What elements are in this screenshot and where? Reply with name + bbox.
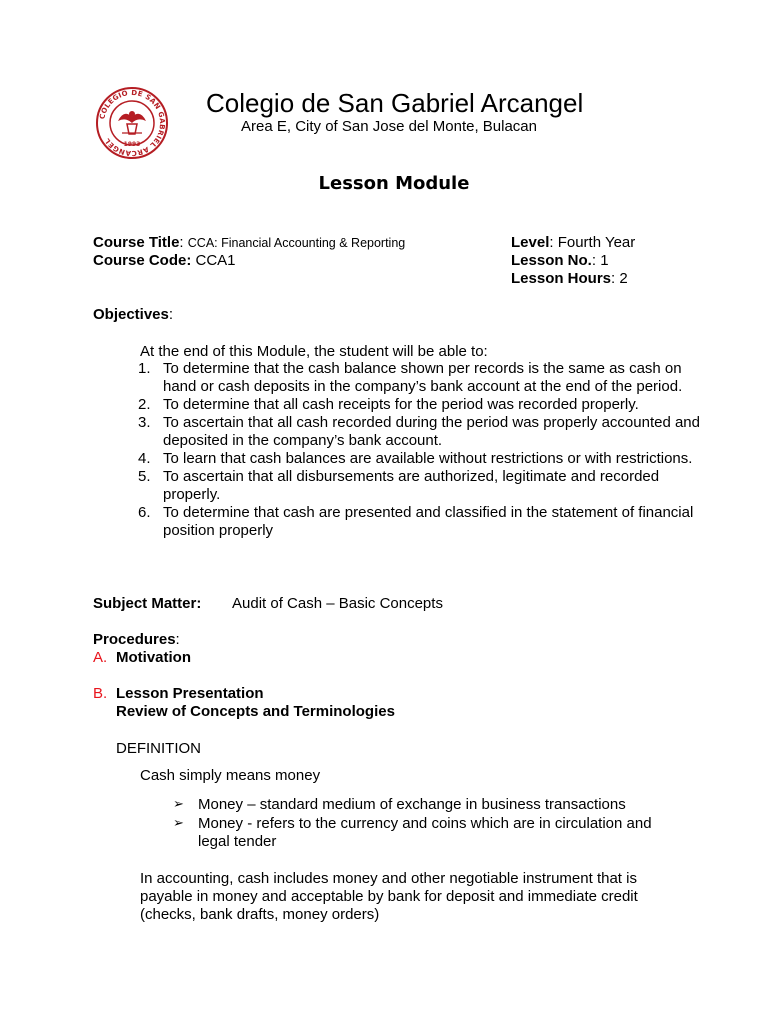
definition-intro: Cash simply means money [140,767,321,784]
course-code-value: CCA1 [195,252,236,269]
objectives-intro: At the end of this Module, the student will be able to: [140,343,488,360]
procedure-b [93,685,395,721]
lesson-info: Level: Fourth Year Lesson No.: 1 Lesson Hours: 2 [511,234,636,287]
objectives-heading: Objectives: [93,306,174,323]
lesson-no-value: 1 [600,252,609,269]
page-title: Lesson Module [318,173,470,194]
subject-matter-label: Subject Matter: [93,595,202,612]
objectives-list [138,360,703,540]
procedure-b-text: Lesson Presentation [116,685,264,702]
arrow-bullet-icon: ➢ [173,816,184,831]
objective-item: 3. To ascertain that all cash recorded during the period was properly accounted and deposited in the company’s bank account. [138,414,700,449]
procedure-b-letter: B. [93,685,108,702]
objective-item: 2. To determine that all cash receipts for the period was recorded properly. [138,396,639,413]
school-seal-logo [94,87,170,159]
objective-item: 4. To learn that cash balances are available without restrictions or with restrictions. [138,450,693,467]
list-item: ➢ Money - refers to the currency and coins which are in circulation and legal tender [173,815,652,850]
procedure-a-text: Motivation [116,649,191,666]
objective-item: 1. To determine that the cash balance shown per records is the same as cash on hand or cash deposits in the company’s bank account at the end of the period. [138,360,683,395]
lesson-hours-value: 2 [619,270,628,287]
school-name: Colegio de San Gabriel Arcangel [206,88,584,118]
course-title-label: Course Title [93,234,180,251]
objective-item: 5. To ascertain that all disbursements are authorized, legitimate and recorded properly. [138,468,660,503]
procedure-b-subtitle: Review of Concepts and Terminologies [116,703,395,720]
level-label: Level [511,234,550,251]
procedure-a [93,649,191,667]
list-item: ➢ Money – standard medium of exchange in business transactions [173,796,626,813]
definition-heading: DEFINITION [116,740,201,757]
level-value: Fourth Year [557,234,636,251]
svg-text:COLEGIO DE SAN GABRIEL ARCANGE: COLEGIO DE SAN GABRIEL ARCANGEL [98,88,167,158]
subject-matter-value: Audit of Cash – Basic Concepts [232,595,443,612]
school-address: Area E, City of San Jose del Monte, Bulacan [241,118,537,135]
course-title-value: CCA: Financial Accounting & Reporting [187,236,406,250]
subject-matter [93,595,443,613]
svg-text:1993: 1993 [123,141,141,148]
course-code-label: Course Code: [93,252,192,269]
definition-bullets [173,796,678,852]
procedure-a-letter: A. [93,649,108,666]
course-info: Course Title: CCA: Financial Accounting & Reporting Course Code: CCA1 [93,234,406,269]
accounting-paragraph: In accounting, cash includes money and other negotiable instrument that is payable in money and acceptable by bank for deposit and immediate credit (checks, bank drafts, money orders) [140,870,638,923]
procedures-heading: Procedures: [93,631,180,648]
lesson-no-label: Lesson No. [511,252,592,269]
arrow-bullet-icon: ➢ [173,797,184,812]
lesson-hours-label: Lesson Hours [511,270,612,287]
objective-item: 6. To determine that cash are presented and classified in the statement of financial position properly [138,504,694,539]
